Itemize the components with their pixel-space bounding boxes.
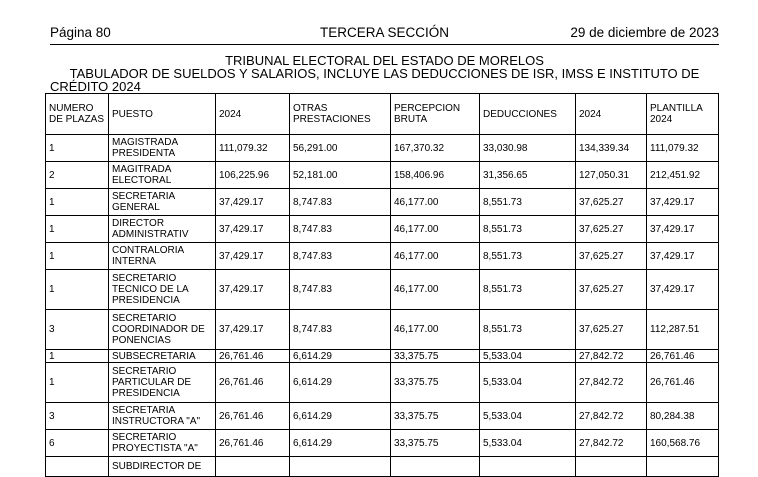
col-otras-prestaciones-cell (290, 457, 391, 477)
col-otras-prestaciones-cell: 8,747.83 (290, 310, 391, 350)
col-percepcion-bruta-cell: 167,370.32 (391, 135, 480, 162)
col-plazas-cell: 1 (46, 350, 109, 363)
col-puesto-cell: SECRETARIA GENERAL (109, 189, 216, 216)
col-plantilla-2024-cell: 160,568.76 (647, 430, 719, 457)
table-row (46, 363, 719, 403)
col-deducciones-cell: 8,551.73 (480, 310, 576, 350)
col-plantilla-2024-cell: 26,761.46 (647, 350, 719, 363)
table-row (46, 457, 719, 477)
table-row (46, 135, 719, 162)
col-2024-neto-cell: 134,339.34 (576, 135, 647, 162)
col-percepcion-bruta-cell: 33,375.75 (391, 363, 480, 403)
col-deducciones-cell: 5,533.04 (480, 350, 576, 363)
col-plazas-cell: 1 (46, 270, 109, 310)
col-2024-cell: 37,429.17 (216, 310, 290, 350)
col-percepcion-bruta-header: PERCEPCION BRUTA (391, 94, 480, 135)
table-header (46, 94, 719, 135)
col-puesto-cell: SECRETARIO COORDINADOR DE PONENCIAS (109, 310, 216, 350)
col-otras-prestaciones-cell: 56,291.00 (290, 135, 391, 162)
col-deducciones-cell: 8,551.73 (480, 270, 576, 310)
col-2024-cell: 26,761.46 (216, 430, 290, 457)
col-2024-cell: 26,761.46 (216, 350, 290, 363)
col-deducciones-cell: 8,551.73 (480, 243, 576, 270)
col-percepcion-bruta-cell: 46,177.00 (391, 243, 480, 270)
col-plazas-cell: 1 (46, 363, 109, 403)
col-percepcion-bruta-cell (391, 457, 480, 477)
col-plazas-cell: 2 (46, 162, 109, 189)
table-row (46, 243, 719, 270)
col-plantilla-2024-cell (647, 457, 719, 477)
col-percepcion-bruta-cell: 33,375.75 (391, 430, 480, 457)
subtitle-line-1: TABULADOR DE SUELDOS Y SALARIOS, INCLUYE LAS DEDUCCIONES DE ISR, IMSS E INSTITUTO DE (69, 66, 700, 81)
table-body (46, 135, 719, 477)
col-otras-prestaciones-cell: 8,747.83 (290, 216, 391, 243)
col-2024-neto-cell (576, 457, 647, 477)
col-plantilla-2024-cell: 212,451.92 (647, 162, 719, 189)
col-2024-cell: 37,429.17 (216, 189, 290, 216)
col-percepcion-bruta-cell: 46,177.00 (391, 310, 480, 350)
col-2024-neto-cell: 27,842.72 (576, 403, 647, 430)
col-plantilla-2024-cell: 37,429.17 (647, 243, 719, 270)
col-otras-prestaciones-cell: 8,747.83 (290, 243, 391, 270)
table-row (46, 189, 719, 216)
col-plazas-cell: 3 (46, 403, 109, 430)
col-2024-neto-cell: 37,625.27 (576, 310, 647, 350)
col-2024-header: 2024 (216, 94, 290, 135)
col-deducciones-cell: 5,533.04 (480, 430, 576, 457)
col-2024-cell: 26,761.46 (216, 403, 290, 430)
col-deducciones-cell: 33,030.98 (480, 135, 576, 162)
col-deducciones-cell (480, 457, 576, 477)
table-row (46, 430, 719, 457)
col-plazas-header: NUMERO DE PLAZAS (46, 94, 109, 135)
col-plantilla-2024-cell: 111,079.32 (647, 135, 719, 162)
table-row (46, 216, 719, 243)
col-plazas-cell: 1 (46, 135, 109, 162)
col-percepcion-bruta-cell: 46,177.00 (391, 216, 480, 243)
col-2024-neto-header: 2024 (576, 94, 647, 135)
col-deducciones-header: DEDUCCIONES (480, 94, 576, 135)
col-puesto-header: PUESTO (109, 94, 216, 135)
col-plazas-cell: 3 (46, 310, 109, 350)
col-2024-neto-cell: 37,625.27 (576, 243, 647, 270)
col-2024-neto-cell: 37,625.27 (576, 216, 647, 243)
col-deducciones-cell: 31,356.65 (480, 162, 576, 189)
page-header (50, 24, 719, 45)
col-puesto-cell: MAGITRADA ELECTORAL (109, 162, 216, 189)
col-puesto-cell: MAGISTRADA PRESIDENTA (109, 135, 216, 162)
col-otras-prestaciones-cell: 52,181.00 (290, 162, 391, 189)
col-deducciones-cell: 8,551.73 (480, 216, 576, 243)
col-puesto-cell: SECRETARIO PROYECTISTA "A" (109, 430, 216, 457)
col-plantilla-2024-header: PLANTILLA 2024 (647, 94, 719, 135)
table-row (46, 270, 719, 310)
col-deducciones-cell: 8,551.73 (480, 189, 576, 216)
col-plantilla-2024-cell: 37,429.17 (647, 270, 719, 310)
salary-table (45, 93, 719, 477)
page-number: Página 80 (50, 25, 111, 40)
col-2024-neto-cell: 27,842.72 (576, 363, 647, 403)
col-2024-cell: 106,225.96 (216, 162, 290, 189)
section-name: TERCERA SECCIÓN (319, 25, 450, 40)
col-2024-cell (216, 457, 290, 477)
col-2024-cell: 111,079.32 (216, 135, 290, 162)
document-subtitle (50, 67, 719, 93)
col-plantilla-2024-cell: 26,761.46 (647, 363, 719, 403)
table-row (46, 350, 719, 363)
col-percepcion-bruta-cell: 46,177.00 (391, 189, 480, 216)
col-2024-cell: 37,429.17 (216, 216, 290, 243)
col-deducciones-cell: 5,533.04 (480, 363, 576, 403)
col-2024-neto-cell: 37,625.27 (576, 270, 647, 310)
col-otras-prestaciones-cell: 6,614.29 (290, 430, 391, 457)
col-puesto-cell: CONTRALORIA INTERNA (109, 243, 216, 270)
col-otras-prestaciones-cell: 6,614.29 (290, 363, 391, 403)
header-row (46, 94, 719, 135)
publication-date: 29 de diciembre de 2023 (570, 25, 719, 40)
col-plazas-cell: 1 (46, 189, 109, 216)
document-title: TRIBUNAL ELECTORAL DEL ESTADO DE MORELOS (225, 53, 544, 68)
col-percepcion-bruta-cell: 46,177.00 (391, 270, 480, 310)
table-row (46, 310, 719, 350)
col-otras-prestaciones-header: OTRAS PRESTACIONES (290, 94, 391, 135)
col-otras-prestaciones-cell: 8,747.83 (290, 270, 391, 310)
col-otras-prestaciones-cell: 8,747.83 (290, 189, 391, 216)
col-2024-cell: 37,429.17 (216, 243, 290, 270)
col-2024-neto-cell: 27,842.72 (576, 350, 647, 363)
col-percepcion-bruta-cell: 158,406.96 (391, 162, 480, 189)
col-plazas-cell: 6 (46, 430, 109, 457)
col-2024-neto-cell: 27,842.72 (576, 430, 647, 457)
table-row (46, 403, 719, 430)
col-plantilla-2024-cell: 37,429.17 (647, 189, 719, 216)
col-plazas-cell: 1 (46, 216, 109, 243)
col-percepcion-bruta-cell: 33,375.75 (391, 403, 480, 430)
col-2024-neto-cell: 127,050.31 (576, 162, 647, 189)
col-plantilla-2024-cell: 80,284.38 (647, 403, 719, 430)
col-puesto-cell: SECRETARIO TECNICO DE LA PRESIDENCIA (109, 270, 216, 310)
col-plazas-cell (46, 457, 109, 477)
table-row (46, 162, 719, 189)
col-puesto-cell: SUBSECRETARIA (109, 350, 216, 363)
col-otras-prestaciones-cell: 6,614.29 (290, 403, 391, 430)
col-2024-neto-cell: 37,625.27 (576, 189, 647, 216)
col-percepcion-bruta-cell: 33,375.75 (391, 350, 480, 363)
col-2024-cell: 26,761.46 (216, 363, 290, 403)
col-plantilla-2024-cell: 37,429.17 (647, 216, 719, 243)
col-deducciones-cell: 5,533.04 (480, 403, 576, 430)
subtitle-line-2: CRÉDITO 2024 (50, 79, 141, 94)
col-plazas-cell: 1 (46, 243, 109, 270)
col-2024-cell: 37,429.17 (216, 270, 290, 310)
col-puesto-cell: SECRETARIO PARTICULAR DE PRESIDENCIA (109, 363, 216, 403)
col-plantilla-2024-cell: 112,287.51 (647, 310, 719, 350)
col-puesto-cell: SUBDIRECTOR DE (109, 457, 216, 477)
col-otras-prestaciones-cell: 6,614.29 (290, 350, 391, 363)
col-puesto-cell: SECRETARIA INSTRUCTORA "A" (109, 403, 216, 430)
col-puesto-cell: DIRECTOR ADMINISTRATIV (109, 216, 216, 243)
